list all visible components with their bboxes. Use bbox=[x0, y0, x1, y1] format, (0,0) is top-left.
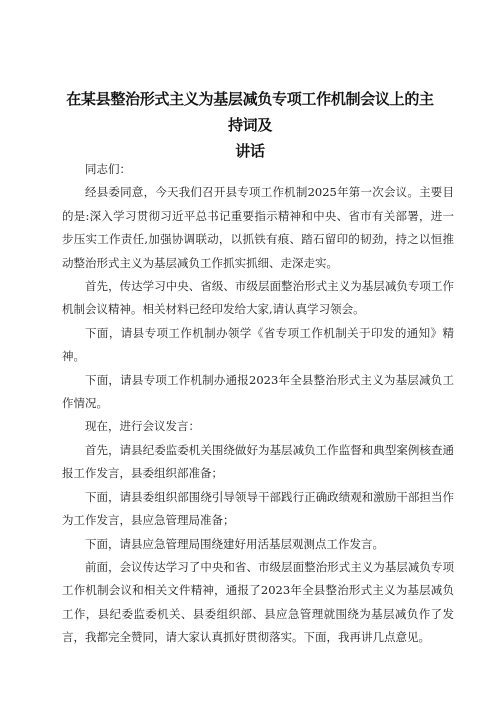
body-paragraph: 下面，请县专项工作机制办通报2023年全县整治形式主义为基层减负工作情况。 bbox=[62, 372, 454, 411]
body-paragraph: 下面，请县专项工作机制办领学《省专项工作机制关于印发的通知》精神。 bbox=[62, 325, 454, 364]
salutation-paragraph: 同志们： bbox=[85, 162, 131, 176]
document-body bbox=[62, 158, 454, 650]
body-paragraph: 首先，请县纪委监委机关围绕做好为基层减负工作监督和典型案例核查通报工作发言，县委组织部准备； bbox=[62, 442, 454, 481]
title-line-2: 讲话 bbox=[235, 142, 265, 160]
body-paragraph: 下面，请县委组织部围绕引导领导干部践行正确政绩观和激励干部担当作为工作发言，县应急管理局准备； bbox=[62, 489, 454, 528]
body-paragraph: 前面，会议传达学习了中央和省、市级层面整治形式主义为基层减负专项工作机制会议和相关文件精神，通报了2023年全县整治形式主义为基层减负工作，县纪委监委机关、县委组织部、县应急管理就围绕为基层减负作了发言，我都完全赞同，请大家认真抓好贯彻落实。下面，我再讲几点意见。 bbox=[62, 559, 454, 645]
body-paragraph: 经县委同意，今天我们召开县专项工作机制2025年第一次会议。主要目的是:深入学习贯彻习近平总书记重要指示精神和中央、省市有关部署，进一步压实工作责任,加强协调联动，以抓铁有痕、踏石留印的韧劲，持之以恒推动整治形式主义为基层减负工作抓实抓细、走深走实。 bbox=[62, 185, 454, 270]
document-title bbox=[60, 86, 440, 164]
title-line-1: 在某县整治形式主义为基层减负专项工作机制会议上的主持词及 bbox=[66, 90, 434, 134]
body-paragraph: 现在，进行会议发言： bbox=[85, 419, 200, 434]
body-paragraph: 下面，请县应急管理局围绕建好用活基层观测点工作发言。 bbox=[85, 536, 384, 551]
body-paragraph: 首先，传达学习中央、省级、市级层面整治形式主义为基层减负专项工作机制会议精神。相关材料已经印发给大家,请认真学习领会。 bbox=[62, 279, 454, 317]
